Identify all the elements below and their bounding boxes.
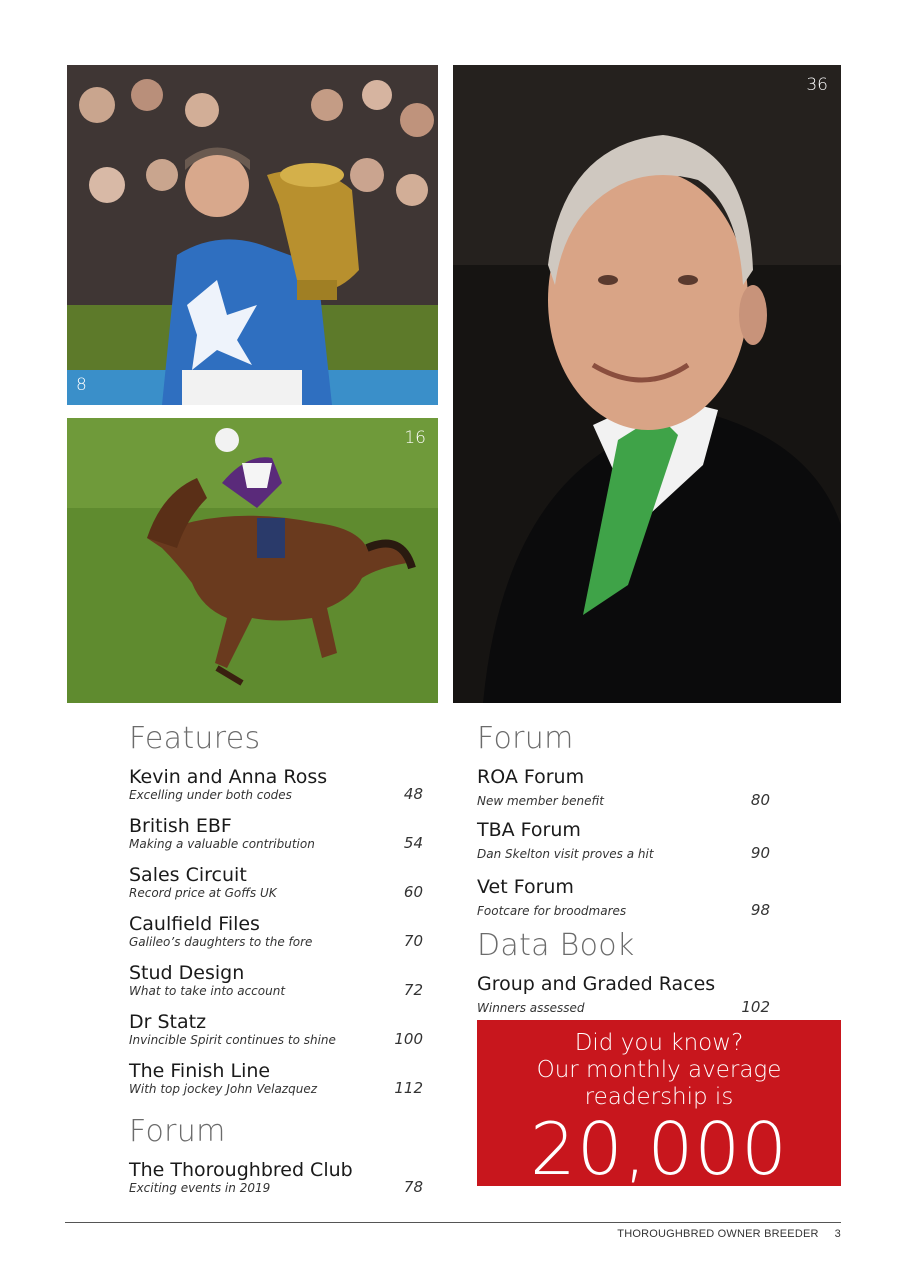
entry-title: Caulfield Files (129, 913, 260, 935)
entry-page-number: 78 (403, 1178, 423, 1196)
contents-entry[interactable] (129, 1011, 423, 1048)
entry-title: The Finish Line (129, 1060, 271, 1082)
entry-title: The Thoroughbred Club (129, 1159, 353, 1181)
entry-subtitle: With top jockey John Velazquez (129, 1082, 318, 1096)
entry-page-number: 70 (403, 932, 423, 950)
contents-entry[interactable] (477, 766, 770, 809)
contents-entry[interactable] (129, 1159, 423, 1196)
entry-subtitle: Exciting events in 2019 (129, 1181, 271, 1195)
entry-title: Kevin and Anna Ross (129, 766, 328, 788)
contents-entry[interactable] (129, 864, 423, 901)
contents-entry[interactable] (129, 962, 423, 999)
photo-racehorse (67, 418, 438, 703)
entry-subtitle: Winners assessed (477, 1001, 585, 1015)
readership-figure: 20,000 (530, 1107, 788, 1191)
photo-page-ref: 16 (404, 428, 426, 448)
forum-heading: Forum (477, 721, 574, 756)
footer-rule (65, 1222, 841, 1223)
entry-title: Group and Graded Races (477, 973, 716, 995)
photo-page-ref: 8 (76, 375, 87, 395)
entry-page-number: 72 (403, 981, 423, 999)
entry-subtitle: What to take into account (129, 984, 286, 998)
forum-heading: Forum (129, 1114, 226, 1149)
page-number: 3 (834, 1228, 841, 1240)
entry-page-number: 90 (750, 844, 770, 862)
contents-entry[interactable] (129, 815, 423, 852)
photo-portrait (453, 65, 841, 703)
contents-entry[interactable] (477, 876, 770, 919)
entry-page-number: 102 (741, 998, 770, 1016)
photo-page-ref: 36 (806, 75, 828, 95)
promo-line: Did you know? (574, 1030, 744, 1056)
entry-subtitle: Excelling under both codes (129, 788, 292, 802)
contents-entry[interactable] (129, 766, 423, 803)
entry-title: British EBF (129, 815, 232, 837)
entry-page-number: 48 (403, 785, 423, 803)
data-book-heading: Data Book (477, 928, 635, 963)
entry-subtitle: Record price at Goffs UK (129, 886, 277, 900)
entry-page-number: 100 (394, 1030, 423, 1048)
entry-page-number: 60 (403, 883, 423, 901)
publication-name: THOROUGHBRED OWNER BREEDER (617, 1228, 819, 1240)
photo-jockey-trophy (67, 65, 438, 405)
entry-page-number: 98 (750, 901, 770, 919)
entry-subtitle: Dan Skelton visit proves a hit (477, 847, 654, 861)
entry-subtitle: Invincible Spirit continues to shine (129, 1033, 336, 1047)
promo-line: readership is (584, 1084, 734, 1110)
forum-column (477, 722, 770, 1028)
features-heading: Features (129, 721, 261, 756)
entry-title: TBA Forum (477, 819, 581, 841)
entry-title: Vet Forum (477, 876, 574, 898)
entry-subtitle: New member benefit (477, 794, 604, 808)
features-column (129, 722, 423, 1208)
entry-title: ROA Forum (477, 766, 585, 788)
entry-page-number: 54 (403, 834, 423, 852)
entry-page-number: 80 (750, 791, 770, 809)
promo-line: Our monthly average (536, 1057, 782, 1083)
contents-entry[interactable] (129, 913, 423, 950)
contents-entry[interactable] (129, 1060, 423, 1097)
entry-subtitle: Footcare for broodmares (477, 904, 627, 918)
contents-entry[interactable] (477, 819, 770, 862)
entry-title: Stud Design (129, 962, 245, 984)
entry-subtitle: Galileo’s daughters to the fore (129, 935, 313, 949)
page-footer (601, 1228, 841, 1240)
readership-promo-box (477, 1020, 841, 1191)
entry-subtitle: Making a valuable contribution (129, 837, 315, 851)
entry-page-number: 112 (394, 1079, 423, 1097)
entry-title: Sales Circuit (129, 864, 247, 886)
entry-title: Dr Statz (129, 1011, 207, 1033)
contents-entry[interactable] (477, 973, 770, 1016)
